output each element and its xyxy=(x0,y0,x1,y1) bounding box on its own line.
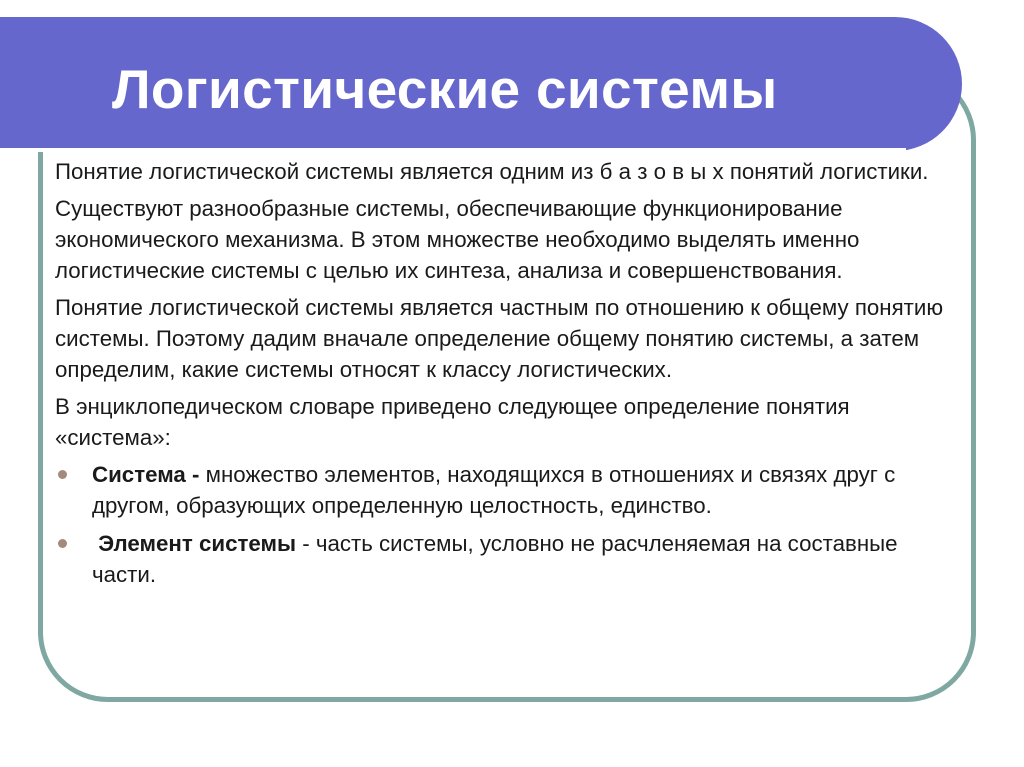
bullet-term: Элемент системы xyxy=(92,531,297,556)
paragraph-3: Понятие логистической системы является частным по отношению к общему понятию системы. Поэтому дадим вначале определение общему понятию системы, а затем определим, какие системы относят к классу логистических. xyxy=(55,295,944,382)
slide-body xyxy=(55,156,955,597)
bullet-term: Система - xyxy=(92,462,200,487)
bullet-item-system xyxy=(55,459,955,521)
bullet-item-element xyxy=(55,528,955,590)
title-underline xyxy=(0,148,906,152)
paragraph-4: В энциклопедическом словаре приведено следующее определение понятия «система»: xyxy=(55,394,850,450)
bullet-dot-icon xyxy=(58,539,67,548)
bullet-dot-icon xyxy=(58,470,67,479)
title-band xyxy=(0,17,962,151)
paragraph-2: Существуют разнообразные системы, обеспечивающие функционирование экономического механизма. В этом множестве необходимо выделять именно логистические системы с целью их синтеза, анализа и совершенствования. xyxy=(55,196,860,283)
bullet-text: - часть системы, условно не расчленяемая на составные части. xyxy=(92,531,898,587)
bullet-text: множество элементов, находящихся в отношениях и связях друг с другом, образующих определенную целостность, единство. xyxy=(92,462,896,518)
slide-title: Логистические системы xyxy=(112,58,778,120)
paragraph-1: Понятие логистической системы является одним из б а з о в ы х понятий логистики. xyxy=(55,159,929,184)
